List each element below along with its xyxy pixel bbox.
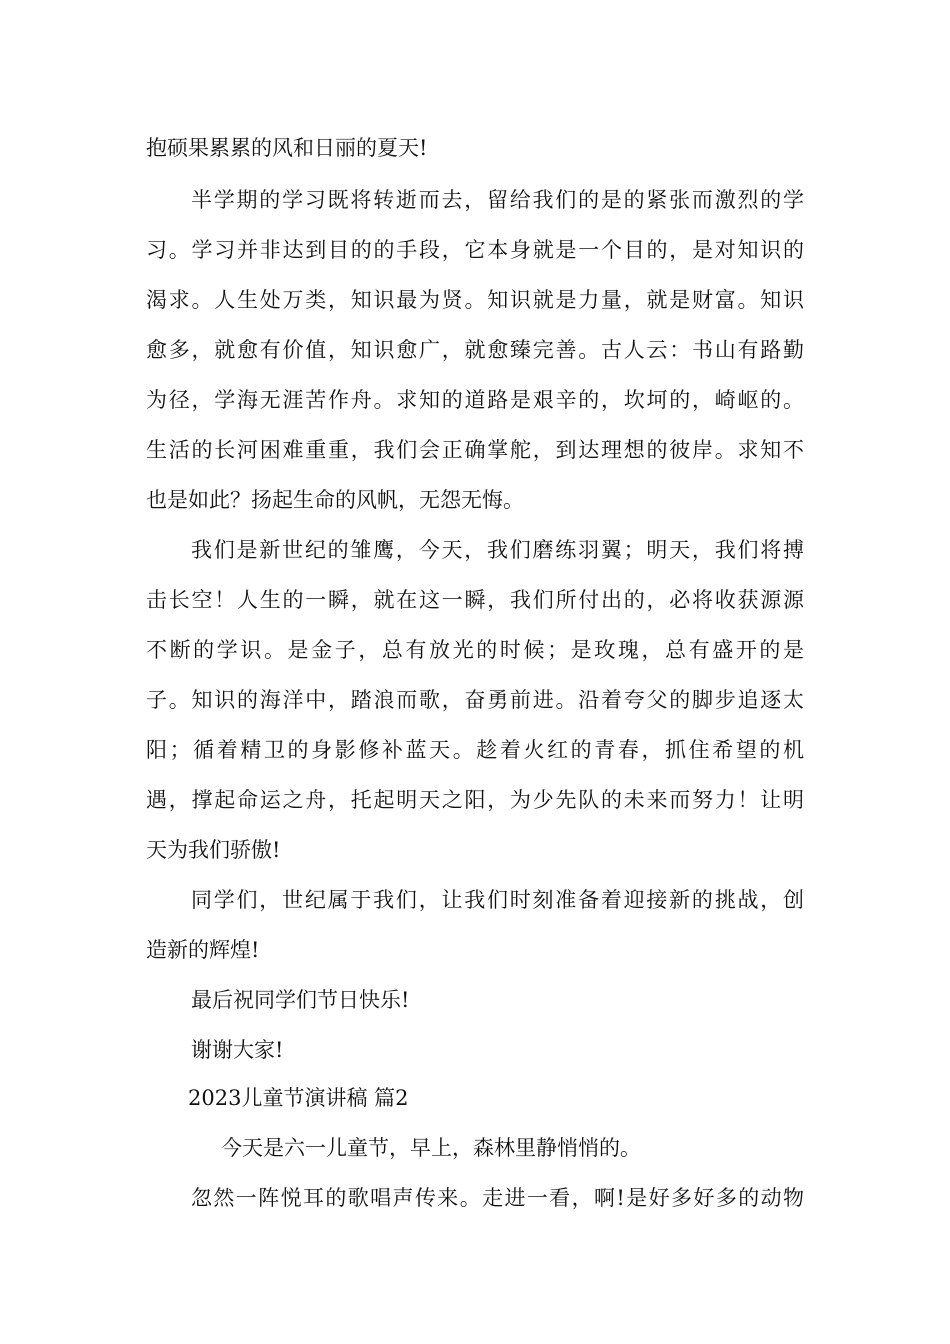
- text-line: 愈多，就愈有价值，知识愈广，就愈臻完善。古人云：书山有路勤: [146, 338, 804, 362]
- text-line: 生活的长河困难重重，我们会正确掌舵，到达理想的彼岸。求知不: [146, 438, 804, 462]
- text-line: 不断的学识。是金子，总有放光的时候；是玫瑰，总有盛开的是: [146, 638, 804, 662]
- text-line: 遇，撑起命运之舟，托起明天之阳，为少先队的未来而努力！让明: [146, 788, 804, 812]
- text-line: 谢谢大家!: [191, 1038, 284, 1062]
- text-line: 同学们，世纪属于我们，让我们时刻准备着迎接新的挑战，创: [191, 888, 804, 912]
- text-line: 忽然一阵悦耳的歌唱声传来。走进一看，啊!是好多好多的动物: [191, 1186, 804, 1210]
- text-line: 抱硕果累累的风和日丽的夏天!: [146, 136, 428, 160]
- text-line: 子。知识的海洋中，踏浪而歌，奋勇前进。沿着夸父的脚步追逐太: [146, 688, 804, 712]
- text-line: 击长空！人生的一瞬，就在这一瞬，我们所付出的，必将收获源源: [146, 588, 804, 612]
- text-line: 最后祝同学们节日快乐!: [191, 988, 410, 1012]
- text-line: 今天是六一儿童节，早上，森林里静悄悄的。: [221, 1136, 641, 1160]
- text-line: 天为我们骄傲!: [146, 838, 281, 862]
- text-line: 我们是新世纪的雏鹰，今天，我们磨练羽翼；明天，我们将搏: [191, 538, 804, 562]
- text-line: 也是如此？扬起生命的风帆，无怨无悔。: [146, 488, 524, 512]
- text-line: 造新的辉煌!: [146, 938, 260, 962]
- text-line: 阳；循着精卫的身影修补蓝天。趁着火红的青春，抓住希望的机: [146, 738, 804, 762]
- text-line: 习。学习并非达到目的的手段，它本身就是一个目的，是对知识的: [146, 238, 804, 262]
- section-heading: 2023儿童节演讲稿 篇2: [188, 1086, 409, 1110]
- text-line: 半学期的学习既将转逝而去，留给我们的是的紧张而激烈的学: [191, 188, 804, 212]
- text-line: 渴求。人生处万类，知识最为贤。知识就是力量，就是财富。知识: [146, 288, 804, 312]
- text-line: 为径，学海无涯苦作舟。求知的道路是艰辛的，坎坷的，崎岖的。: [146, 388, 804, 412]
